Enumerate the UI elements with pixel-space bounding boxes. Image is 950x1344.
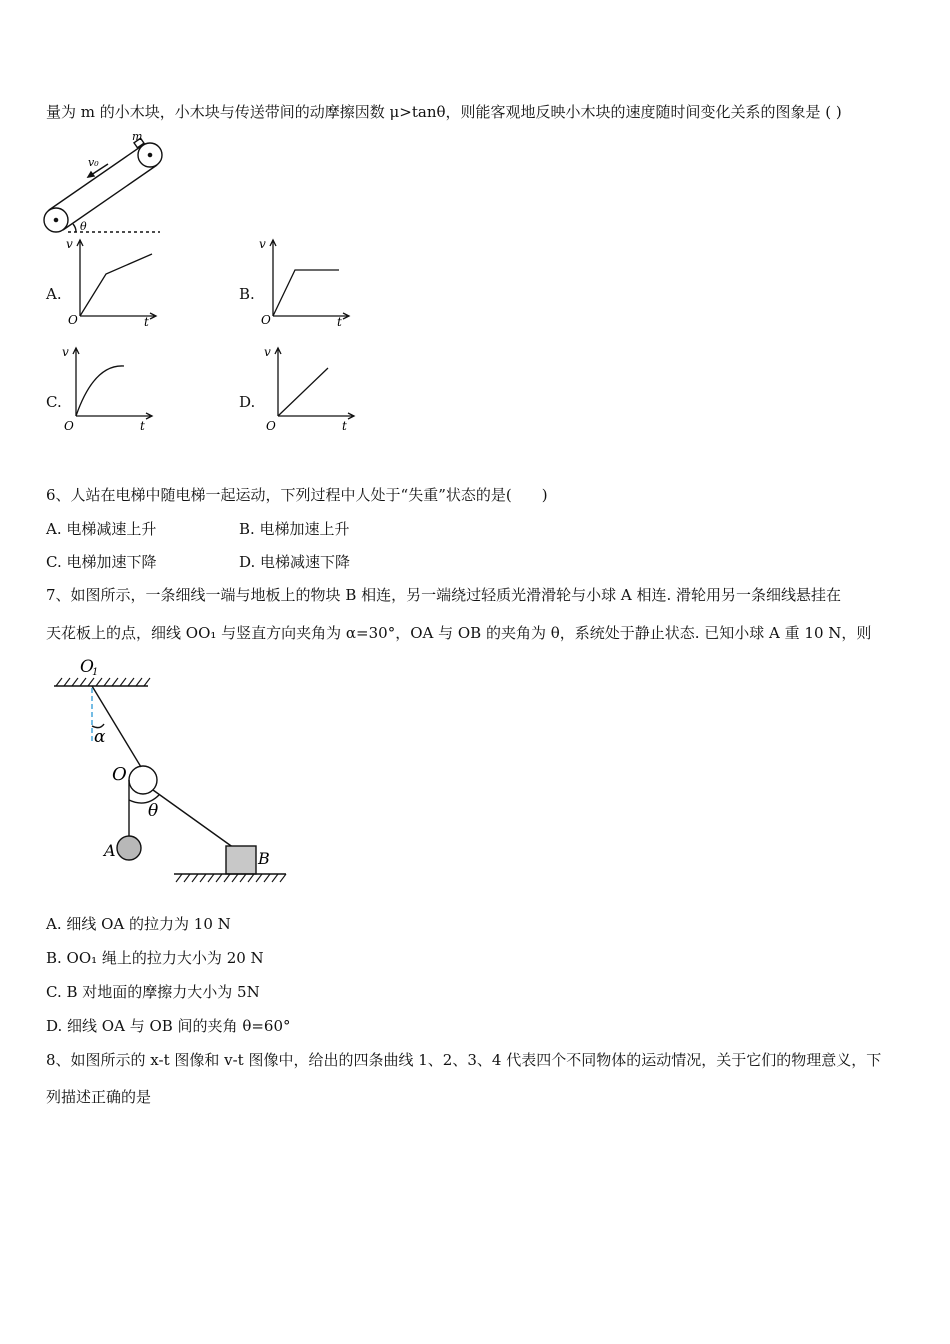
q5-stem: 量为 m 的小木块，小木块与传送带间的动摩擦因数 μ>tanθ，则能客观地反映小木块的速度随时间变化关系的图象是 ( )	[46, 103, 842, 121]
q6-option-b: B. 电梯加速上升	[239, 520, 350, 538]
svg-text:v: v	[62, 345, 69, 359]
q5-option-d-label: D.	[239, 393, 256, 411]
q6-stem: 6、人站在电梯中随电梯一起运动，下列过程中人处于“失重”状态的是( )	[46, 486, 548, 504]
q5-option-a-label: A.	[46, 285, 62, 303]
o1-subscript: 1	[92, 667, 99, 678]
svg-text:t: t	[144, 315, 149, 329]
q6-option-c: C. 电梯加速下降	[46, 553, 157, 571]
svg-text:t: t	[140, 419, 145, 433]
o1-label: O	[80, 657, 94, 677]
q5-graph-c	[58, 344, 168, 434]
q7-option-a: A. 细线 OA 的拉力为 10 N	[46, 915, 231, 933]
svg-text:t: t	[342, 419, 347, 433]
q7-option-b: B. OO₁ 绳上的拉力大小为 20 N	[46, 949, 264, 967]
alpha-label: α	[94, 727, 106, 747]
svg-text:O: O	[261, 313, 271, 327]
q6-option-d: D. 电梯减速下降	[239, 553, 351, 571]
svg-text:O: O	[64, 419, 74, 433]
svg-text:v: v	[259, 237, 266, 251]
q8-stem-line1: 8、如图所示的 x-t 图像和 v-t 图像中，给出的四条曲线 1、2、3、4 代表四个不同物体的运动情况，关于它们的物理意义，下	[46, 1051, 882, 1069]
q5-graph-a	[62, 236, 172, 329]
b-label: B	[258, 849, 270, 868]
pulley-figure	[46, 654, 296, 894]
svg-text:O: O	[68, 313, 78, 327]
q8-stem-line2: 列描述正确的是	[46, 1088, 152, 1106]
svg-text:v: v	[66, 237, 73, 251]
angle-label: θ	[80, 220, 87, 233]
a-label: A	[104, 841, 116, 860]
q7-stem-line2: 天花板上的点，细线 OO₁ 与竖直方向夹角为 α=30°，OA 与 OB 的夹角为 θ，系统处于静止状态. 已知小球 A 重 10 N，则	[46, 624, 872, 642]
conveyor-belt-figure	[42, 130, 172, 236]
svg-text:O: O	[266, 419, 276, 433]
q6-option-a: A. 电梯减速上升	[46, 520, 157, 538]
q7-option-d: D. 细线 OA 与 OB 间的夹角 θ=60°	[46, 1017, 291, 1035]
svg-text:t: t	[337, 315, 342, 329]
theta-label: θ	[148, 801, 159, 821]
q5-graph-d	[260, 344, 370, 434]
q5-graph-b	[255, 236, 365, 329]
q7-stem-line1: 7、如图所示，一条细线一端与地板上的物块 B 相连，另一端绕过轻质光滑滑轮与小球 A 相连. 滑轮用另一条细线悬挂在	[46, 586, 842, 604]
q7-option-c: C. B 对地面的摩擦力大小为 5N	[46, 983, 260, 1001]
svg-text:v: v	[264, 345, 271, 359]
speed-label: v₀	[88, 156, 99, 169]
o-label: O	[112, 764, 127, 785]
mass-label: m	[132, 130, 143, 143]
q5-option-c-label: C.	[46, 393, 62, 411]
q5-option-b-label: B.	[239, 285, 255, 303]
